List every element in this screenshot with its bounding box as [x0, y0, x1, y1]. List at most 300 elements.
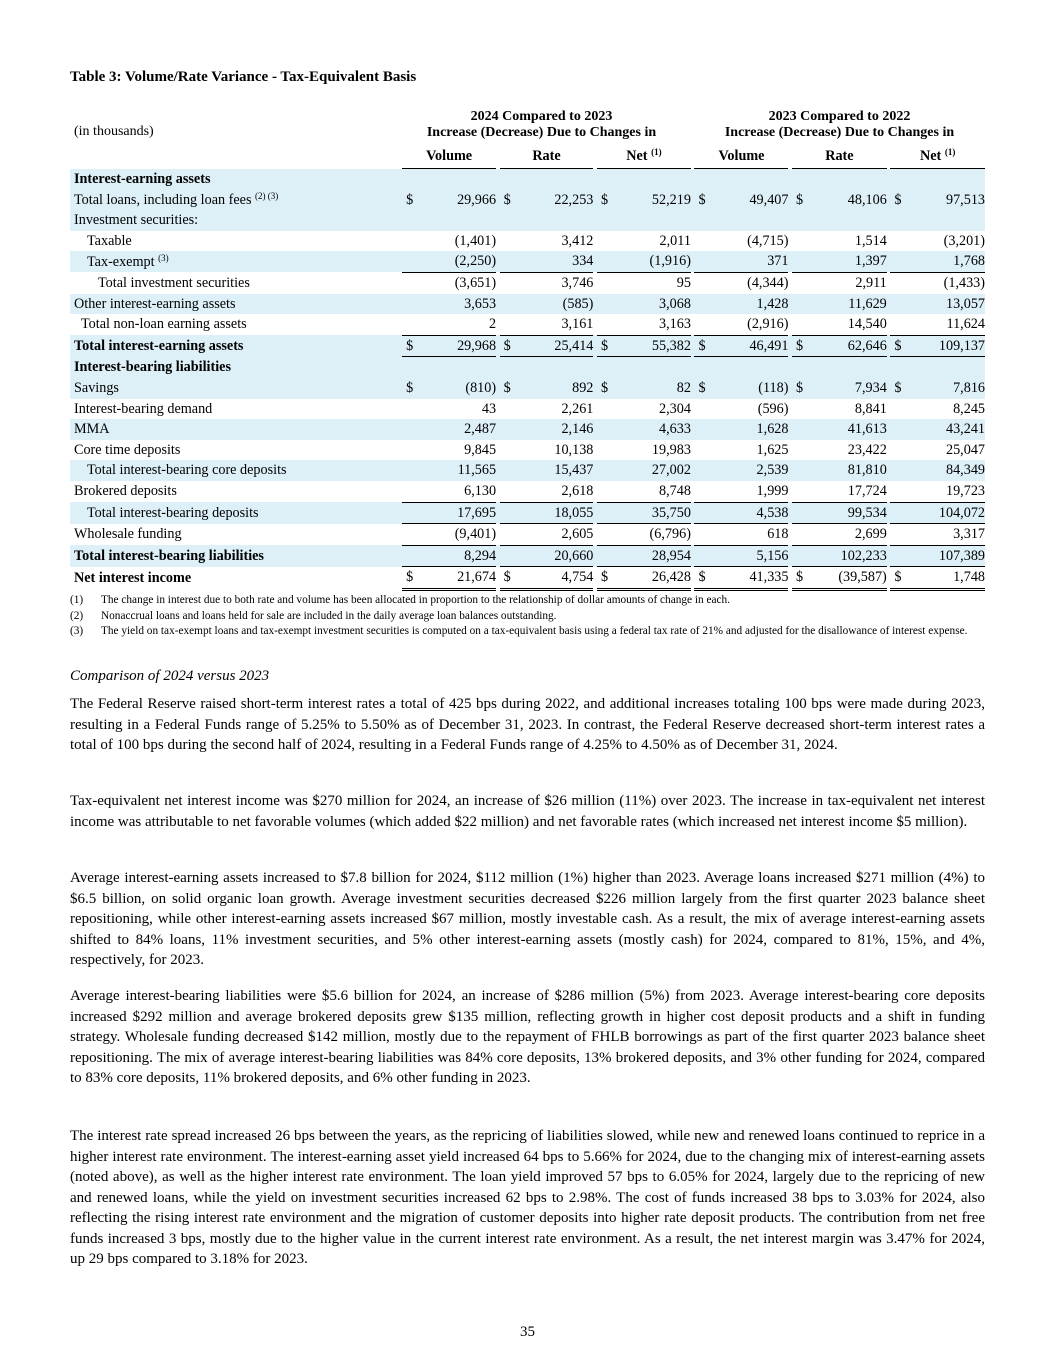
table-cell — [616, 357, 691, 378]
table-cell: 3,746 — [561, 274, 594, 291]
currency-symbol: $ — [402, 567, 421, 590]
currency-symbol — [402, 460, 421, 481]
group-header-line2: Increase (Decrease) Due to Changes in — [426, 125, 657, 140]
table-cell — [421, 210, 496, 231]
table-cell: 1,625 — [756, 441, 789, 458]
currency-symbol — [402, 231, 421, 252]
table-cell — [421, 169, 496, 190]
currency-symbol — [597, 169, 616, 190]
currency-symbol — [597, 419, 616, 440]
footnote-number: (1) — [70, 594, 84, 606]
row-label: Net interest income — [74, 569, 192, 586]
currency-symbol — [500, 231, 519, 252]
table-cell: 11,565 — [421, 460, 496, 481]
table-cell: 48,106 — [811, 190, 887, 211]
currency-symbol — [792, 440, 811, 461]
table-cell — [714, 210, 789, 231]
currency-symbol — [694, 460, 713, 481]
currency-symbol — [500, 272, 519, 293]
table-row — [70, 567, 985, 590]
table-cell: 2,618 — [519, 481, 594, 502]
variance-table — [70, 144, 985, 591]
table-cell: 62,646 — [811, 335, 887, 357]
page-number: 35 — [520, 1324, 535, 1340]
table-row — [70, 210, 985, 231]
paragraph: Average interest-bearing liabilities were $5.6 billion for 2024, an increase of $286 million (5%) from 2023. Average interest-bearing core deposits increased $292 million and average brokered deposits grew $135 million, reflecting growth in higher cost deposit products and a shift in funding strategy. Wholesale funding decreased $142 million, mostly due to the repayment of FHLB borrowings as part of the first quarter 2023 balance sheet repositioning. The mix of average interest-bearing liabilities was 84% core deposits, 13% brokered deposits, and 3% other funding for 2024, compared to 83% core deposits, 11% brokered deposits, and 6% other funding in 2023. — [70, 988, 985, 1086]
currency-symbol — [500, 169, 519, 190]
table-cell: 2,011 — [659, 232, 691, 249]
table-cell: 2,304 — [659, 400, 691, 417]
currency-symbol — [890, 231, 909, 252]
table-cell: 5,156 — [714, 545, 789, 567]
column-header: Net $^{(1)}$ — [890, 144, 985, 169]
table-cell: 46,491 — [714, 335, 789, 357]
table-cell: 3,412 — [561, 232, 594, 249]
currency-symbol — [792, 272, 811, 293]
row-label: Total interest-bearing deposits — [70, 502, 402, 524]
table-cell: (6,796) — [616, 524, 691, 546]
currency-symbol — [597, 545, 616, 567]
table-cell: 2,146 — [519, 419, 594, 440]
currency-symbol — [500, 481, 519, 502]
currency-symbol: $ — [792, 378, 811, 399]
currency-symbol — [890, 314, 909, 335]
table-cell — [909, 169, 985, 190]
table-row — [70, 294, 985, 315]
currency-symbol — [500, 294, 519, 315]
currency-symbol — [402, 210, 421, 231]
table-row — [70, 335, 985, 357]
table-cell: 19,983 — [651, 441, 691, 458]
currency-symbol: $ — [402, 190, 421, 211]
currency-symbol: $ — [890, 335, 909, 357]
currency-symbol — [694, 357, 713, 378]
table-row — [70, 419, 985, 440]
table-cell: (1,433) — [943, 274, 985, 291]
column-header: Net $^{(1)}$ — [597, 144, 691, 169]
currency-symbol — [500, 419, 519, 440]
column-header: Rate — [792, 144, 887, 169]
currency-symbol — [890, 169, 909, 190]
table-cell: 4,538 — [714, 502, 789, 524]
table-cell: 17,724 — [811, 481, 887, 502]
currency-symbol: $ — [402, 378, 421, 399]
footnote-text: The yield on tax-exempt loans and tax-exempt investment securities is computed on a tax-equivalent basis using a federal tax rate of 21% and adjusted for the disallowance of interest expense. — [101, 625, 968, 637]
table-cell: (1,401) — [454, 232, 497, 249]
table-cell — [909, 357, 985, 378]
currency-symbol — [402, 399, 421, 420]
currency-symbol — [500, 357, 519, 378]
column-header-row — [70, 144, 985, 169]
currency-symbol — [597, 210, 616, 231]
currency-symbol — [402, 169, 421, 190]
currency-symbol — [792, 524, 811, 546]
currency-symbol — [694, 272, 713, 293]
row-label: Core time deposits — [74, 441, 181, 458]
currency-symbol — [890, 251, 909, 272]
table-cell: 35,750 — [616, 502, 691, 524]
currency-symbol: $ — [792, 190, 811, 211]
table-cell: 2,911 — [855, 274, 887, 291]
currency-symbol — [694, 294, 713, 315]
table-cell — [714, 169, 789, 190]
table-cell: (2,250) — [421, 251, 496, 272]
table-cell: 10,138 — [554, 441, 594, 458]
currency-symbol — [500, 399, 519, 420]
table-cell: 3,068 — [616, 294, 691, 315]
currency-symbol — [792, 231, 811, 252]
footnotes — [70, 593, 985, 640]
table-cell: 1,628 — [714, 419, 789, 440]
table-cell: 4,754 — [519, 567, 594, 590]
currency-symbol: $ — [890, 567, 909, 590]
currency-symbol: $ — [500, 190, 519, 211]
table-cell: 11,624 — [909, 314, 985, 335]
currency-symbol — [792, 357, 811, 378]
currency-symbol — [597, 481, 616, 502]
currency-symbol — [402, 314, 421, 335]
table-cell: (585) — [519, 294, 594, 315]
currency-symbol — [500, 210, 519, 231]
table-cell: 13,057 — [909, 294, 985, 315]
table-cell: 104,072 — [909, 502, 985, 524]
table-row — [70, 524, 985, 546]
currency-symbol — [890, 545, 909, 567]
currency-symbol — [890, 294, 909, 315]
units-label: (in thousands) — [74, 124, 154, 139]
footnote-number: (3) — [70, 625, 84, 637]
paragraph: Tax-equivalent net interest income was $270 million for 2024, an increase of $26 million (11%) over 2023. The increase in tax-equivalent net interest income was attributable to net favorable volumes (which added $22 million) and net favorable rates (which increased net interest income $5 million). — [70, 793, 985, 830]
currency-symbol — [890, 460, 909, 481]
row-label: Total interest-bearing core deposits — [70, 460, 402, 481]
currency-symbol — [792, 294, 811, 315]
table-row — [70, 169, 985, 190]
group-header-line2: Increase (Decrease) Due to Changes in — [724, 125, 955, 140]
footnote — [70, 624, 985, 640]
currency-symbol — [890, 357, 909, 378]
currency-symbol: $ — [890, 378, 909, 399]
table-cell: 17,695 — [421, 502, 496, 524]
currency-symbol — [890, 419, 909, 440]
table-cell: 99,534 — [811, 502, 887, 524]
currency-symbol: $ — [597, 190, 616, 211]
currency-symbol — [500, 502, 519, 524]
currency-symbol — [792, 210, 811, 231]
table-cell: 49,407 — [714, 190, 789, 211]
table-cell — [421, 357, 496, 378]
currency-symbol — [402, 481, 421, 502]
footnote-number: (2) — [70, 609, 84, 622]
group-header-2023 — [708, 109, 971, 141]
table-cell: 25,414 — [519, 335, 594, 357]
table-cell: 8,748 — [616, 481, 691, 502]
table-cell: 41,335 — [714, 567, 789, 590]
currency-symbol: $ — [597, 567, 616, 590]
table-row — [70, 481, 985, 502]
table-title: Table 3: Volume/Rate Variance - Tax-Equivalent Basis — [70, 69, 417, 85]
currency-symbol — [402, 524, 421, 546]
table-cell: 2,605 — [519, 524, 594, 546]
column-header: Volume — [694, 144, 788, 169]
row-label: Tax-exempt $^{(3)}$ — [70, 251, 402, 272]
currency-symbol: $ — [694, 567, 713, 590]
table-cell: 334 — [519, 251, 594, 272]
table-cell: 3,653 — [421, 294, 496, 315]
table-cell: 1,428 — [714, 294, 789, 315]
table-cell: (1,916) — [616, 251, 691, 272]
currency-symbol: $ — [500, 335, 519, 357]
currency-symbol — [694, 251, 713, 272]
currency-symbol — [890, 272, 909, 293]
table-cell: 43,241 — [909, 419, 985, 440]
table-cell: 7,816 — [909, 378, 985, 399]
table-cell — [714, 357, 789, 378]
table-cell: 55,382 — [616, 335, 691, 357]
table-cell: 29,968 — [421, 335, 496, 357]
table-cell: 1,397 — [811, 251, 887, 272]
table-cell: 2 — [421, 314, 496, 335]
row-label: Total loans, including loan fees $^{(2) (3)}$ — [70, 190, 402, 211]
currency-symbol — [792, 399, 811, 420]
row-label: Wholesale funding — [74, 526, 182, 543]
footnote — [70, 593, 985, 609]
table-cell: 371 — [714, 251, 789, 272]
table-cell — [909, 210, 985, 231]
table-cell: 618 — [714, 524, 789, 546]
column-header: Volume — [402, 144, 496, 169]
currency-symbol — [694, 231, 713, 252]
table-cell: (9,401) — [421, 524, 496, 546]
currency-symbol — [792, 314, 811, 335]
row-label: Total non-loan earning assets — [81, 316, 247, 333]
table-cell: 7,934 — [811, 378, 887, 399]
currency-symbol — [597, 294, 616, 315]
currency-symbol — [792, 460, 811, 481]
currency-symbol — [402, 272, 421, 293]
paragraph: The interest rate spread increased 26 bps between the years, as the repricing of liabilities slowed, while new and renewed loans continued to reprice in a higher interest rate environment. The interest-earning asset yield increased 64 bps to 5.66% for 2024, due to the changing mix of interest-earning assets (noted above), as well as the higher interest rate environment. The loan yield improved 57 bps to 6.05% for 2024, largely due to the repricing of new and renewed loans, while the yield on investment securities increased 62 bps to 2.98%. The cost of funds increased 38 bps to 3.03% for 2024, also reflecting the rising interest rate environment and the migration of customer deposits into higher rate deposit products. The contribution from net free funds increased 3 bps, mostly due to the higher value in the current interest rate environment. As a result, the net interest margin was 3.47% for 2024, up 29 bps compared to 3.18% for 2023. — [70, 1128, 985, 1267]
table-cell: 3,317 — [909, 524, 985, 546]
table-cell: 2,699 — [811, 524, 887, 546]
currency-symbol — [792, 169, 811, 190]
currency-symbol: $ — [597, 378, 616, 399]
currency-symbol — [890, 502, 909, 524]
table-cell: (4,344) — [747, 274, 789, 291]
table-cell: 107,389 — [909, 545, 985, 567]
table-cell: 8,841 — [854, 400, 887, 417]
currency-symbol — [890, 481, 909, 502]
currency-symbol — [500, 524, 519, 546]
table-row — [70, 378, 985, 399]
currency-symbol — [500, 251, 519, 272]
header-blank — [70, 144, 402, 169]
table-row — [70, 272, 985, 293]
table-row — [70, 399, 985, 420]
table-cell — [519, 169, 594, 190]
table-cell: 1,748 — [909, 567, 985, 590]
table-cell — [811, 357, 887, 378]
table-cell: 20,660 — [519, 545, 594, 567]
currency-symbol — [597, 524, 616, 546]
currency-symbol — [694, 502, 713, 524]
footnote-text: The change in interest due to both rate and volume has been allocated in proportion to the relationship of dollar amounts of change in each. — [101, 594, 730, 606]
currency-symbol — [792, 419, 811, 440]
currency-symbol: $ — [402, 335, 421, 357]
table-cell: 22,253 — [519, 190, 594, 211]
table-row — [70, 357, 985, 378]
row-label: Other interest-earning assets — [70, 294, 402, 315]
currency-symbol — [694, 524, 713, 546]
table-cell: 27,002 — [616, 460, 691, 481]
row-label: Interest-bearing demand — [74, 400, 213, 417]
table-cell: 4,633 — [616, 419, 691, 440]
table-cell: 23,422 — [847, 441, 887, 458]
currency-symbol — [597, 440, 616, 461]
currency-symbol — [890, 524, 909, 546]
table-cell: 892 — [519, 378, 594, 399]
table-cell: 19,723 — [909, 481, 985, 502]
table-cell: 3,161 — [519, 314, 594, 335]
table-cell: 2,539 — [714, 460, 789, 481]
table-cell: 109,137 — [909, 335, 985, 357]
paragraph: The Federal Reserve raised short-term interest rates a total of 425 bps during 2022, and additional increases totaling 100 bps were made during 2023, resulting in a Federal Funds range of 5.25% to 5.50% as of December 31, 2023. In contrast, the Federal Reserve decreased short-term interest rates a total of 100 bps during the second half of 2024, resulting in a Federal Funds range of 4.25% to 4.50% as of December 31, 2024. — [70, 696, 985, 753]
table-cell: 1,999 — [714, 481, 789, 502]
table-row — [70, 251, 985, 272]
table-cell: 43 — [481, 400, 497, 417]
table-cell: 8,245 — [953, 400, 985, 417]
currency-symbol — [792, 545, 811, 567]
currency-symbol — [694, 481, 713, 502]
row-label: Interest-earning assets — [70, 169, 402, 190]
currency-symbol — [402, 419, 421, 440]
table-row — [70, 440, 985, 461]
table-cell: 11,629 — [811, 294, 887, 315]
currency-symbol — [402, 357, 421, 378]
table-cell: (118) — [714, 378, 789, 399]
currency-symbol — [792, 251, 811, 272]
currency-symbol — [500, 440, 519, 461]
table-cell: 8,294 — [421, 545, 496, 567]
currency-symbol — [402, 440, 421, 461]
currency-symbol — [694, 545, 713, 567]
currency-symbol — [890, 440, 909, 461]
currency-symbol: $ — [792, 567, 811, 590]
table-cell: 82 — [616, 378, 691, 399]
currency-symbol — [500, 460, 519, 481]
table-cell: 26,428 — [616, 567, 691, 590]
currency-symbol: $ — [597, 335, 616, 357]
row-label: Total interest-earning assets — [70, 335, 402, 357]
column-header: Rate — [500, 144, 594, 169]
table-cell: 84,349 — [909, 460, 985, 481]
currency-symbol — [597, 272, 616, 293]
row-label: Total investment securities — [98, 274, 250, 291]
table-row — [70, 545, 985, 567]
table-cell: (3,201) — [943, 232, 985, 249]
row-label: Investment securities: — [70, 210, 402, 231]
table-cell — [616, 169, 691, 190]
currency-symbol — [792, 502, 811, 524]
table-cell: 2,261 — [561, 400, 594, 417]
table-cell: (39,587) — [811, 567, 887, 590]
table-cell: (3,651) — [454, 274, 497, 291]
table-cell: 3,163 — [616, 314, 691, 335]
table-cell: (4,715) — [747, 232, 789, 249]
currency-symbol: $ — [694, 190, 713, 211]
currency-symbol — [402, 294, 421, 315]
table-cell: 1,514 — [854, 232, 887, 249]
currency-symbol: $ — [792, 335, 811, 357]
row-label: Brokered deposits — [74, 483, 177, 500]
table-cell: 95 — [676, 274, 691, 291]
table-cell: 102,233 — [811, 545, 887, 567]
currency-symbol — [597, 314, 616, 335]
footnote — [70, 609, 985, 625]
group-header-2024 — [410, 109, 673, 141]
table-cell: 18,055 — [519, 502, 594, 524]
paragraph: Average interest-earning assets increased to $7.8 billion for 2024, $112 million (1%) higher than 2023. Average loans increased $271 million (4%) to $6.5 billion, on solid organic loan growth. Average investment securities decreased $226 million largely from the first quarter 2023 balance sheet repositioning, while other interest-earning assets increased $67 million, mostly investable cash. As a result, the mix of average interest-earning assets shifted to 84% loans, 11% investment securities, and 5% other interest-earning assets (mostly cash) for 2024, compared to 81%, 15%, and 4%, respectively, for 2023. — [70, 870, 985, 968]
table-cell — [519, 357, 594, 378]
table-cell: 21,674 — [421, 567, 496, 590]
currency-symbol: $ — [694, 378, 713, 399]
section-heading: Comparison of 2024 versus 2023 — [70, 668, 270, 684]
table-row — [70, 190, 985, 211]
table-cell: (2,916) — [714, 314, 789, 335]
currency-symbol — [500, 314, 519, 335]
currency-symbol — [597, 231, 616, 252]
table-row — [70, 314, 985, 335]
table-cell: 14,540 — [811, 314, 887, 335]
group-header-line1: 2024 Compared to 2023 — [470, 109, 613, 124]
table-cell: (810) — [421, 378, 496, 399]
currency-symbol — [402, 251, 421, 272]
currency-symbol — [694, 399, 713, 420]
row-label: Interest-bearing liabilities — [70, 357, 402, 378]
table-cell: 1,768 — [909, 251, 985, 272]
table-cell — [811, 169, 887, 190]
currency-symbol — [890, 399, 909, 420]
table-cell: 41,613 — [811, 419, 887, 440]
currency-symbol — [694, 314, 713, 335]
currency-symbol — [402, 545, 421, 567]
table-cell: 52,219 — [616, 190, 691, 211]
currency-symbol — [500, 545, 519, 567]
row-label: Taxable — [87, 232, 132, 249]
currency-symbol — [694, 440, 713, 461]
currency-symbol: $ — [890, 190, 909, 211]
table-cell — [811, 210, 887, 231]
currency-symbol — [597, 357, 616, 378]
table-cell: 2,487 — [421, 419, 496, 440]
row-label: MMA — [70, 419, 402, 440]
currency-symbol — [890, 210, 909, 231]
currency-symbol — [694, 210, 713, 231]
currency-symbol — [597, 460, 616, 481]
currency-symbol — [792, 481, 811, 502]
currency-symbol: $ — [500, 567, 519, 590]
table-cell: 28,954 — [616, 545, 691, 567]
row-label: Savings — [70, 378, 402, 399]
table-cell: 15,437 — [519, 460, 594, 481]
table-cell: 6,130 — [421, 481, 496, 502]
table-cell: 97,513 — [909, 190, 985, 211]
table-cell — [519, 210, 594, 231]
table-row — [70, 231, 985, 252]
table-cell: (596) — [757, 400, 789, 417]
currency-symbol — [597, 251, 616, 272]
currency-symbol: $ — [500, 378, 519, 399]
currency-symbol — [694, 169, 713, 190]
table-cell: 25,047 — [945, 441, 985, 458]
